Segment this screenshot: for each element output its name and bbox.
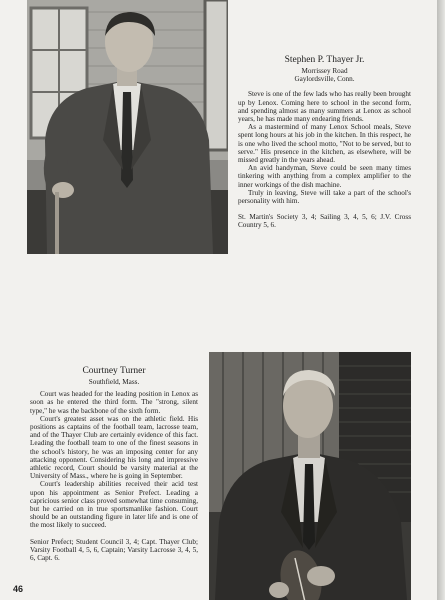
bio-paragraph: Court's leadership abilities received their acid test upon his appointment as Senior Prefect. Leading a capricious senior class proved somewhat time consuming, but he carried on in true sportsmanlike fashion. Court should be an outstanding figure in later life and is one of the most likely to succeed. [30, 480, 198, 530]
bio-paragraph: As a mastermind of many Lenox School meals, Steve spent long hours at his job in the kitchen. In this respect, he is one who lived the school motto, "Not to be served, but to serve." His presence in the kitchen, as elsewhere, will be missed greatly in the years ahead. [238, 123, 411, 165]
senior-name: Stephen P. Thayer Jr. [284, 55, 365, 65]
senior-address-line: Morrissey Road [301, 67, 348, 75]
portrait-thayer-image [27, 0, 228, 254]
bio-block-turner [30, 366, 198, 562]
bio-paragraph: An avid handyman, Steve could be seen many times tinkering with anything from a complex amplifier to the inner workings of the dish machine. [238, 164, 411, 189]
bio-paragraph: Truly in leaving, Steve will take a part of the school's personality with him. [238, 188, 411, 206]
bio-block-thayer [238, 55, 411, 230]
page-number: 46 [13, 584, 24, 594]
bio-paragraph: Steve is one of the few lads who has really been brought up by Lenox. Coming here to school in the second form, and spending almost as many summers at Lenox as school years, he has made many endearing friends. [238, 90, 411, 124]
portrait-turner-image [209, 352, 411, 600]
senior-address-line: Southfield, Mass. [88, 378, 140, 386]
activities-list: St. Martin's Society 3, 4; Sailing 3, 4, 5, 6; J.V. Cross Country 5, 6. [238, 213, 411, 230]
senior-address-line: Gaylordsville, Conn. [294, 75, 355, 84]
bio-paragraph: Court's greatest asset was on the athletic field. His positions as captains of the football team, lacrosse team, and of the Thayer Club are certainly evidence of this fact. Leading the football team to one of the finest seasons in the school's history, he was an imposing center for any attacking opponent. Considering his long and impressive athletic record, Court should be varsity material at the University of Mass., where he is going in September. [30, 414, 198, 481]
activities-list: Senior Prefect; Student Council 3, 4; Capt. Thayer Club; Varsity Football 4, 5, 6, Captain; Varsity Lacrosse 3, 4, 5, 6, Capt. 6. [30, 537, 198, 563]
page-edge-shadow [437, 0, 445, 600]
portrait-photo-turner [209, 352, 411, 600]
portrait-photo-thayer [27, 0, 228, 254]
senior-name: Courtney Turner [82, 366, 146, 376]
bio-paragraph: Court was headed for the leading position in Lenox as soon as he entered the third form. The "strong, silent type," he was the backbone of the sixth form. [30, 390, 198, 415]
